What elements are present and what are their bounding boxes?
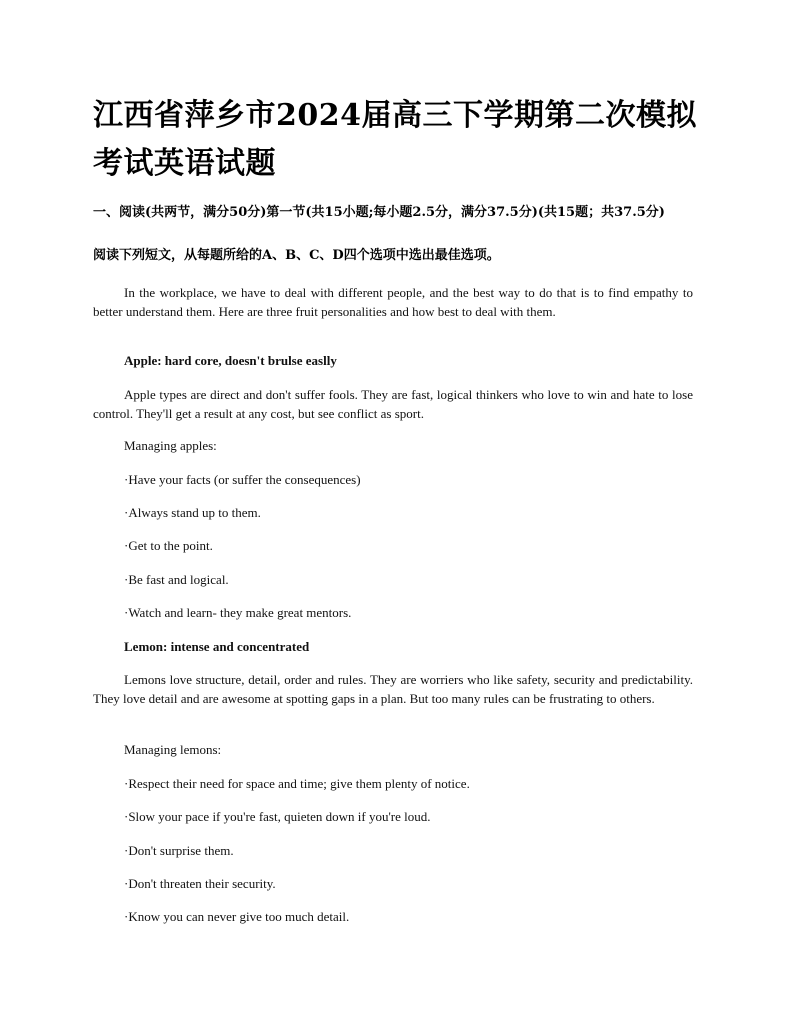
document-title: 江西省萍乡市2024届高三下学期第二次模拟考试英语试题 <box>93 98 697 181</box>
section-heading: 一、阅读(共两节，满分50分)第一节(共15小题;每小题2.5分，满分37.5分)(共15题；共37.5分) <box>93 205 665 220</box>
apple-tip: ·Be fast and logical. <box>124 572 229 587</box>
lemon-managing-label: Managing lemons: <box>124 742 222 757</box>
lemon-tip: ·Don't threaten their security. <box>124 876 276 891</box>
apple-managing-label: Managing apples: <box>124 438 217 453</box>
apple-tip: ·Watch and learn- they make great mentors. <box>124 605 352 620</box>
reading-instruction: 阅读下列短文，从每题所给的A、B、C、D四个选项中选出最佳选项。 <box>93 248 500 263</box>
apple-description: Apple types are direct and don't suffer fools. They are fast, logical thinkers who love to win and hate to lose control. They'll get a result at any cost, but see conflict as sport. <box>93 387 693 421</box>
lemon-heading: Lemon: intense and concentrated <box>124 639 310 654</box>
apple-tip: ·Always stand up to them. <box>124 505 261 520</box>
lemon-description: Lemons love structure, detail, order and rules. They are worriers who like safety, security and predictability. They love detail and are awesome at spotting gaps in a plan. But too many rules can be frustrating to others. <box>93 672 693 706</box>
lemon-tip: ·Respect their need for space and time; give them plenty of notice. <box>124 776 470 791</box>
apple-tip: ·Have your facts (or suffer the consequences) <box>124 472 361 487</box>
apple-tip: ·Get to the point. <box>124 538 213 553</box>
lemon-tip: ·Slow your pace if you're fast, quieten down if you're loud. <box>124 809 431 824</box>
lemon-tip: ·Know you can never give too much detail. <box>124 909 350 924</box>
lemon-tip: ·Don't surprise them. <box>124 843 234 858</box>
apple-heading: Apple: hard core, doesn't brulse easlly <box>124 353 337 368</box>
passage-intro: In the workplace, we have to deal with different people, and the best way to do that is to find empathy to better understand them. Here are three fruit personalities and how best to deal with them. <box>93 285 693 319</box>
